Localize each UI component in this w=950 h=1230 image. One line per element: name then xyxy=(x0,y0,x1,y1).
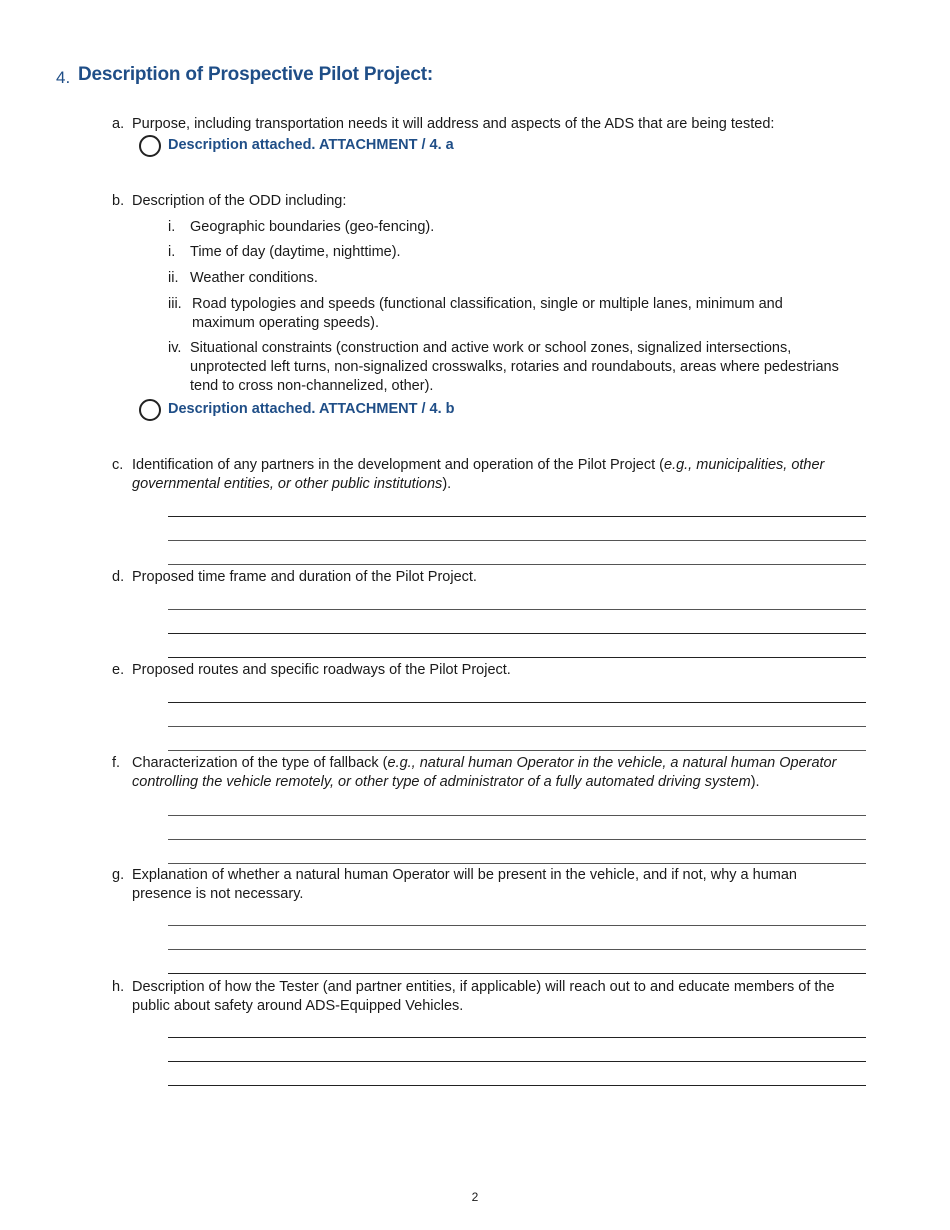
answer-line-e-2[interactable] xyxy=(168,726,866,727)
subitem-marker: iv. xyxy=(168,340,182,356)
item-a-marker: a. xyxy=(112,116,125,132)
item-b-text: Description of the ODD including: xyxy=(132,193,347,209)
attachment-4b-label: Description attached. ATTACHMENT / 4. b xyxy=(168,401,455,417)
answer-line-d-2[interactable] xyxy=(168,633,866,634)
answer-line-d-1[interactable] xyxy=(168,609,866,610)
subitem-text: Road typologies and speeds (functional classification, single or multiple lanes, minimum and maximum operating speeds). xyxy=(192,296,783,331)
answer-line-c-2[interactable] xyxy=(168,540,866,541)
answer-line-f-3[interactable] xyxy=(168,863,866,864)
item-f-text xyxy=(132,754,862,792)
section-title: Description of Prospective Pilot Project: xyxy=(78,64,433,85)
answer-line-g-2[interactable] xyxy=(168,949,866,950)
subitem-text: Geographic boundaries (geo-fencing). xyxy=(190,219,435,235)
answer-line-g-1[interactable] xyxy=(168,925,866,926)
item-e-text: Proposed routes and specific roadways of the Pilot Project. xyxy=(132,662,511,678)
item-d-text: Proposed time frame and duration of the Pilot Project. xyxy=(132,569,477,585)
answer-line-d-3[interactable] xyxy=(168,657,866,658)
attachment-4a-radio[interactable] xyxy=(139,135,161,157)
item-c-marker: c. xyxy=(112,457,124,473)
item-c-text-post: ). xyxy=(442,476,452,492)
subitem-marker: iii. xyxy=(168,296,182,312)
answer-line-f-1[interactable] xyxy=(168,815,866,816)
answer-line-e-3[interactable] xyxy=(168,750,866,751)
item-c-text-italic: e.g., municipalities, other governmental entities, or other public institutions xyxy=(132,457,825,492)
subitem-text: Time of day (daytime, nighttime). xyxy=(190,244,401,260)
answer-line-c-1[interactable] xyxy=(168,516,866,517)
attachment-4b-radio[interactable] xyxy=(139,399,161,421)
subitem-marker: i. xyxy=(168,219,176,235)
answer-line-h-2[interactable] xyxy=(168,1061,866,1062)
answer-line-h-1[interactable] xyxy=(168,1037,866,1038)
item-a-text: Purpose, including transportation needs it will address and aspects of the ADS that are being tested: xyxy=(132,116,775,132)
subitem-text: Situational constraints (construction and active work or school zones, signalized intersections, unprotected left turns, non-signalized crosswalks, rotaries and roundabouts, areas where pedestrians tend to cross non-channelized, other). xyxy=(190,340,839,394)
attachment-4a-label: Description attached. ATTACHMENT / 4. a xyxy=(168,137,454,153)
answer-line-h-3[interactable] xyxy=(168,1085,866,1086)
item-f-text-pre: Characterization of the type of fallback ( xyxy=(132,755,388,771)
item-f-text-post: ). xyxy=(750,774,760,790)
item-h-text: Description of how the Tester (and partner entities, if applicable) will reach out to and educate members of the public about safety around ADS-Equipped Vehicles. xyxy=(132,979,835,1014)
answer-line-c-3[interactable] xyxy=(168,564,866,565)
item-f-text-italic: e.g., natural human Operator in the vehicle, a natural human Operator controlling the vehicle remotely, or other type of administrator of a fully automated driving system xyxy=(132,755,837,790)
item-f-marker: f. xyxy=(112,755,121,771)
page-number: 2 xyxy=(471,1190,479,1204)
subitem-text: Weather conditions. xyxy=(190,270,318,286)
subitem-marker: i. xyxy=(168,244,176,260)
item-h-marker: h. xyxy=(112,979,125,995)
subitem-marker: ii. xyxy=(168,270,179,286)
item-e-marker: e. xyxy=(112,662,125,678)
item-b-marker: b. xyxy=(112,193,125,209)
answer-line-e-1[interactable] xyxy=(168,702,866,703)
item-g-marker: g. xyxy=(112,867,125,883)
item-d-marker: d. xyxy=(112,569,125,585)
section-number: 4. xyxy=(56,68,71,87)
item-g-text: Explanation of whether a natural human Operator will be present in the vehicle, and if not, why a human presence is not necessary. xyxy=(132,867,797,902)
item-c-text-pre: Identification of any partners in the development and operation of the Pilot Project ( xyxy=(132,457,664,473)
answer-line-f-2[interactable] xyxy=(168,839,866,840)
item-c-text xyxy=(132,456,862,494)
answer-line-g-3[interactable] xyxy=(168,973,866,974)
